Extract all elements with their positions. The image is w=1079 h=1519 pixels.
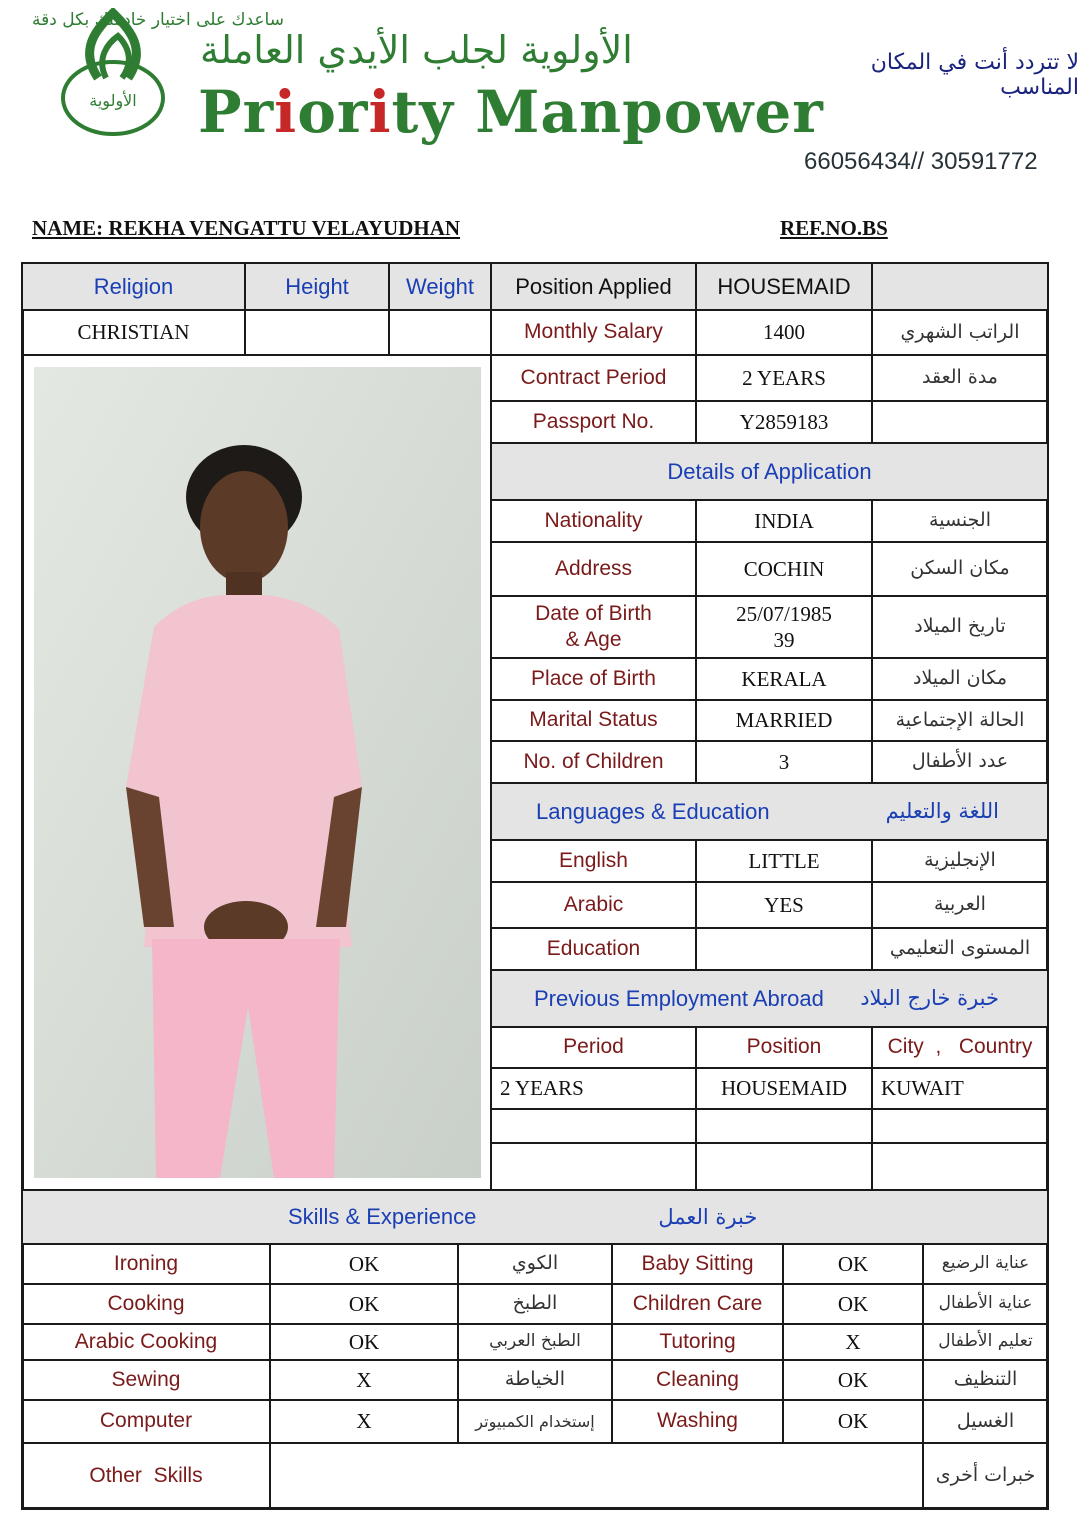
marital-status-arabic: الحالة الإجتماعية [871,699,1049,742]
skill-ironing-arabic: الكوي [457,1243,613,1285]
skill-baby-sitting-arabic: عناية الرضيع [922,1243,1049,1285]
slogan: ساعدك على اختيار خادمتك بكل دقة [32,10,284,30]
arabic-arabic: العربية [871,881,1049,929]
other-skills-arabic: خبرات أخرى [922,1442,1049,1510]
contract-period-value: 2 YEARS [695,354,873,402]
company-name-part: Pr [198,78,275,146]
employment-position-header: Position [695,1026,873,1069]
company-name-part: r [336,78,369,146]
other-skills-value [269,1442,924,1510]
dob-age-value: 25/07/1985 39 [695,595,873,659]
employment-period-header: Period [490,1026,697,1069]
contract-period-label: Contract Period [490,354,697,402]
tagline: لا تتردد أنت في المكان المناسب [870,50,1079,100]
company-name-part: i [368,78,392,146]
skill-washing-label: Washing [611,1399,784,1444]
passport-arabic [871,400,1049,444]
place-of-birth-label: Place of Birth [490,657,697,701]
dob-age-label: Date of Birth & Age [490,595,697,659]
marital-status-value: MARRIED [695,699,873,742]
employment-row-period [490,1108,697,1144]
passport-value: Y2859183 [695,400,873,444]
skills-header-ar: خبرة العمل [658,1204,758,1229]
skill-cleaning-label: Cleaning [611,1359,784,1401]
english-arabic: الإنجليزية [871,839,1049,883]
skill-children-care-label: Children Care [611,1283,784,1325]
nationality-label: Nationality [490,499,697,543]
monthly-salary-label: Monthly Salary [490,309,697,356]
passport-label: Passport No. [490,400,697,444]
other-skills-label: Other Skills [21,1442,271,1510]
details-header: Details of Application [490,442,1049,501]
address-arabic: مكان السكن [871,541,1049,597]
employment-row-period: 2 YEARS [490,1067,697,1110]
education-label: Education [490,927,697,971]
place-of-birth-arabic: مكان الميلاد [871,657,1049,701]
place-of-birth-value: KERALA [695,657,873,701]
english-label: English [490,839,697,883]
skill-baby-sitting-value: OK [782,1243,924,1285]
contract-period-arabic: مدة العقد [871,354,1049,402]
english-value: LITTLE [695,839,873,883]
education-arabic: المستوى التعليمي [871,927,1049,971]
company-name-part: o [297,78,337,146]
address-value: COCHIN [695,541,873,597]
employment-header-en: Previous Employment Abroad [534,985,824,1011]
employment-row-location [871,1142,1049,1191]
employment-row-position [695,1108,873,1144]
children-label: No. of Children [490,740,697,784]
skill-ironing-label: Ironing [21,1243,271,1285]
arabic-label: Arabic [490,881,697,929]
children-value: 3 [695,740,873,784]
skill-cleaning-value: OK [782,1359,924,1401]
height-label: Height [244,262,390,311]
weight-value [388,309,492,356]
skill-computer-arabic: إستخدام الكمبيوتر [457,1399,613,1444]
logo-text: الأولوية [89,91,137,110]
skill-computer-label: Computer [21,1399,271,1444]
skill-cooking-value: OK [269,1283,459,1325]
marital-status-label: Marital Status [490,699,697,742]
candidate-name: NAME: REKHA VENGATTU VELAYUDHAN [32,216,461,240]
height-value [244,309,390,356]
skill-children-care-arabic: عناية الأطفال [922,1283,1049,1325]
employment-row-position [695,1142,873,1191]
skill-washing-arabic: الغسيل [922,1399,1049,1444]
employment-row-position: HOUSEMAID [695,1067,873,1110]
languages-header-ar: اللغة والتعليم [885,799,999,824]
employment-header-ar: خبرة خارج البلاد [860,986,999,1011]
skills-header-en: Skills & Experience [288,1204,477,1230]
monthly-salary-arabic: الراتب الشهري [871,309,1049,356]
address-label: Address [490,541,697,597]
skill-tutoring-value: X [782,1323,924,1361]
skill-sewing-arabic: الخياطة [457,1359,613,1401]
skill-cleaning-arabic: التنظيف [922,1359,1049,1401]
company-name-part: ty Manpower [391,78,824,146]
reference-number: REF.NO.BS [780,216,888,240]
company-name-arabic: الأولوية لجلب الأيدي العاملة [200,28,633,72]
skill-tutoring-arabic: تعليم الأطفال [922,1323,1049,1361]
employment-row-location [871,1108,1049,1144]
skill-sewing-label: Sewing [21,1359,271,1401]
skill-ironing-value: OK [269,1243,459,1285]
languages-header-en: Languages & Education [536,798,770,824]
skill-cooking-arabic: الطبخ [457,1283,613,1325]
skills-header [21,1189,1049,1245]
weight-label: Weight [388,262,492,311]
skill-children-care-value: OK [782,1283,924,1325]
dob-arabic: تاريخ الميلاد [871,595,1049,659]
position-applied-blank [871,262,1049,311]
employment-row-period [490,1142,697,1191]
languages-header [490,782,1049,841]
monthly-salary-value: 1400 [695,309,873,356]
nationality-arabic: الجنسية [871,499,1049,543]
education-value [695,927,873,971]
religion-label: Religion [21,262,246,311]
religion-value: CHRISTIAN [21,309,246,356]
skill-baby-sitting-label: Baby Sitting [611,1243,784,1285]
children-arabic: عدد الأطفال [871,740,1049,784]
candidate-photo [34,367,481,1178]
skill-arabic-cooking-value: OK [269,1323,459,1361]
skill-tutoring-label: Tutoring [611,1323,784,1361]
position-applied-value: HOUSEMAID [695,262,873,311]
skill-arabic-cooking-arabic: الطبخ العربي [457,1323,613,1361]
phone-numbers: 66056434// 30591772 [804,148,1038,175]
skill-computer-value: X [269,1399,459,1444]
employment-location-header: City , Country [871,1026,1049,1069]
arabic-value: YES [695,881,873,929]
skill-sewing-value: X [269,1359,459,1401]
position-applied-label: Position Applied [490,262,697,311]
employment-header [490,969,1049,1028]
employment-row-location: KUWAIT [871,1067,1049,1110]
skill-washing-value: OK [782,1399,924,1444]
company-name-english [198,78,824,146]
skill-cooking-label: Cooking [21,1283,271,1325]
company-name-part: i [274,78,298,146]
skill-arabic-cooking-label: Arabic Cooking [21,1323,271,1361]
nationality-value: INDIA [695,499,873,543]
